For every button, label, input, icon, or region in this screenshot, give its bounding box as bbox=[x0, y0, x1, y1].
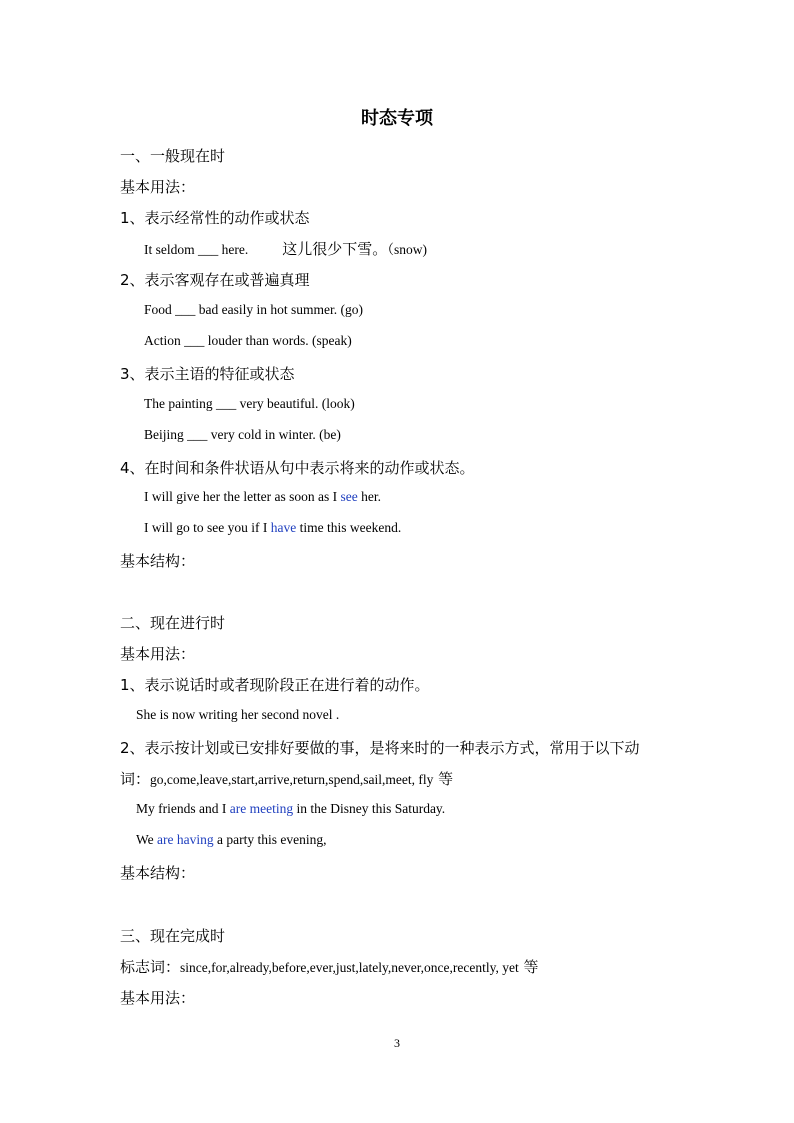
section-1-point-2: 2、表示客观存在或普遍真理 bbox=[120, 271, 310, 289]
section-2-example-1: She is now writing her second novel . bbox=[136, 707, 340, 722]
section-1-example-3a: The painting ___ very beautiful. (look) bbox=[144, 396, 355, 411]
section-2-point-2-line-1: 2、表示按计划或已安排好要做的事，是将来时的一种表示方式，常用于以下动 bbox=[120, 739, 640, 757]
section-3-usage-label: 基本用法： bbox=[120, 989, 196, 1007]
example-text: I will give her the letter as soon as I bbox=[144, 489, 341, 504]
example-text: her. bbox=[357, 489, 381, 504]
example-text: time this weekend. bbox=[296, 520, 402, 535]
section-1-example-1 bbox=[144, 238, 427, 259]
page-title: 时态专项 bbox=[361, 108, 433, 129]
section-2-usage-label: 基本用法： bbox=[120, 645, 196, 663]
highlighted-verb: are meeting bbox=[229, 801, 294, 816]
section-2-example-2a bbox=[136, 801, 445, 817]
section-1-heading: 一、一般现在时 bbox=[120, 147, 226, 165]
example-text: a party this evening, bbox=[213, 832, 327, 847]
verb-list-label: 词： bbox=[120, 770, 151, 788]
section-1-point-4: 4、在时间和条件状语从句中表示将来的动作或状态。 bbox=[120, 459, 475, 477]
section-1-example-4b bbox=[144, 520, 401, 536]
section-2-example-2b bbox=[136, 832, 327, 848]
section-1-usage-label: 基本用法： bbox=[120, 178, 196, 196]
signal-list: since,for,already,before,ever,just,lately,never,once,recently, yet bbox=[180, 960, 519, 975]
example-chinese: 这儿很少下雪。 bbox=[282, 240, 388, 258]
example-text: I will go to see you if I bbox=[144, 520, 271, 535]
highlighted-verb: have bbox=[270, 520, 297, 535]
section-1-point-1: 1、表示经常性的动作或状态 bbox=[120, 209, 310, 227]
example-hint: （snow) bbox=[387, 242, 427, 257]
example-text: My friends and I bbox=[136, 801, 230, 816]
section-1-example-2b: Action ___ louder than words. (speak) bbox=[144, 333, 352, 348]
signal-label: 标志词： bbox=[120, 958, 181, 976]
section-2-point-2-line-2 bbox=[120, 768, 453, 789]
example-text: in the Disney this Saturday. bbox=[293, 801, 446, 816]
page-number: 3 bbox=[394, 1036, 400, 1050]
section-3-heading: 三、现在完成时 bbox=[120, 927, 226, 945]
section-2-point-1: 1、表示说话时或者现阶段正在进行着的动作。 bbox=[120, 676, 430, 694]
section-2-structure-label: 基本结构： bbox=[120, 864, 196, 882]
verb-list: go,come,leave,start,arrive,return,spend,sail,meet, fly bbox=[150, 772, 434, 787]
section-1-structure-label: 基本结构： bbox=[120, 552, 196, 570]
highlighted-verb: are having bbox=[157, 832, 214, 847]
section-3-signal-words bbox=[120, 956, 539, 977]
section-1-example-4a bbox=[144, 489, 381, 505]
section-1-example-2a: Food ___ bad easily in hot summer. (go) bbox=[144, 302, 363, 317]
example-english: It seldom ___ here. bbox=[144, 242, 249, 257]
section-1-example-3b: Beijing ___ very cold in winter. (be) bbox=[144, 427, 341, 442]
verb-list-tail: 等 bbox=[433, 770, 454, 788]
example-text: We bbox=[136, 832, 158, 847]
section-1-point-3: 3、表示主语的特征或状态 bbox=[120, 365, 295, 383]
highlighted-verb: see bbox=[340, 489, 358, 504]
signal-tail: 等 bbox=[518, 958, 539, 976]
section-2-heading: 二、现在进行时 bbox=[120, 614, 226, 632]
